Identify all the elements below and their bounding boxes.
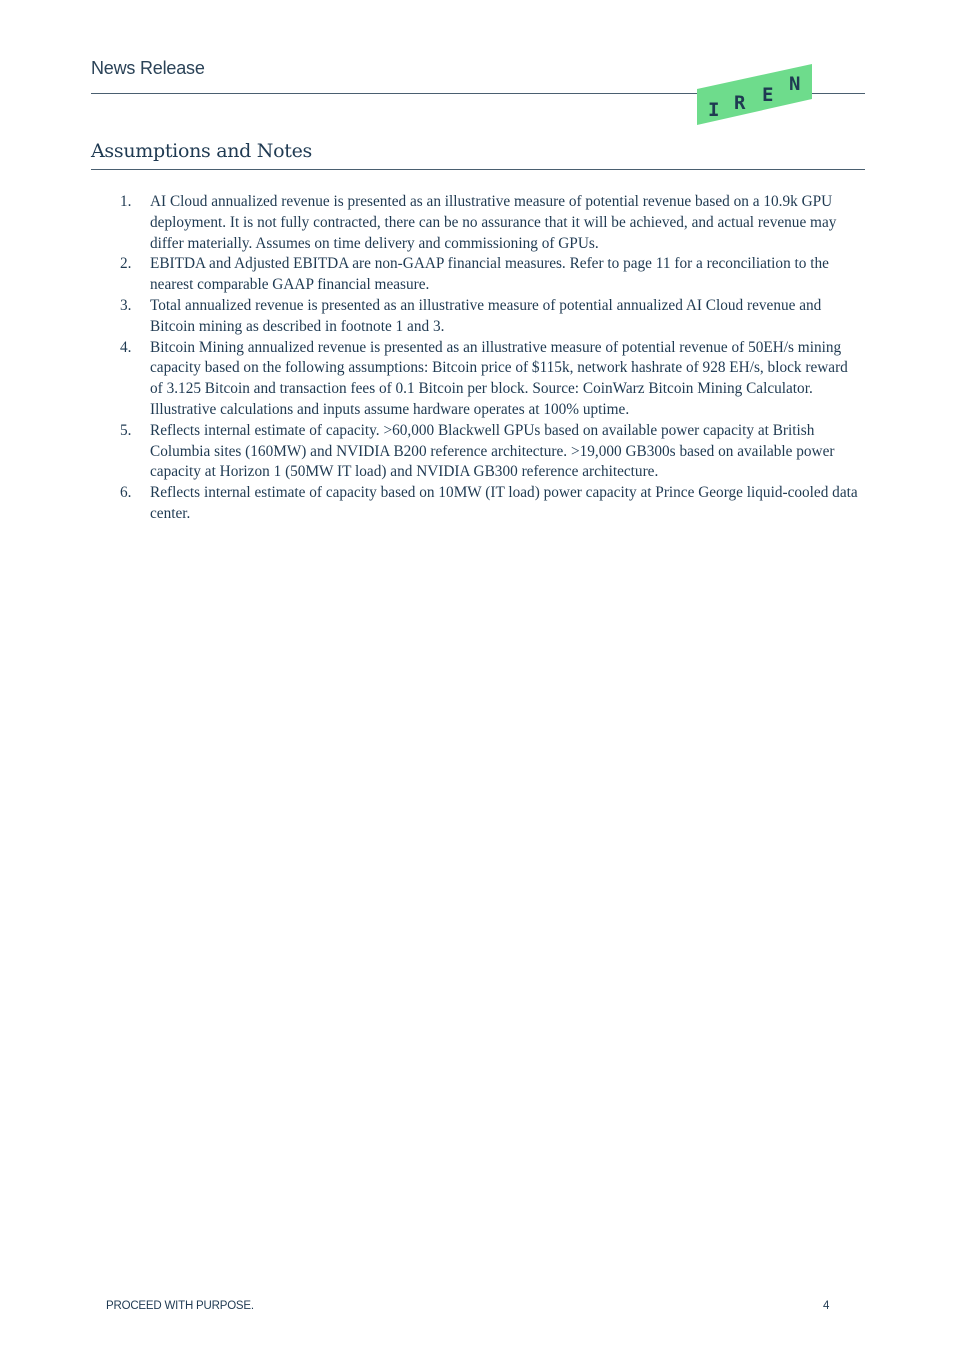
- page-number: 4: [823, 1300, 830, 1312]
- note-item: [116, 338, 861, 421]
- note-item: [116, 192, 861, 254]
- footer-tagline: PROCEED WITH PURPOSE.: [106, 1300, 254, 1312]
- note-number: 5.: [120, 421, 132, 439]
- note-text: Total annualized revenue is presented as an illustrative measure of potential annualized AI Cloud revenue and Bitcoin mining as described in footnote 1 and 3.: [150, 296, 822, 335]
- note-item: [116, 254, 861, 296]
- note-item: [116, 483, 861, 525]
- iren-logo: [696, 63, 814, 127]
- note-text: AI Cloud annualized revenue is presented as an illustrative measure of potential revenue based on a 10.9k GPU deployment. It is not fully contracted, there can be no assurance that it will be achieved, and actual revenue may differ materially. Assumes on time delivery and commissioning of GPUs.: [150, 193, 837, 252]
- note-text: Bitcoin Mining annualized revenue is presented as an illustrative measure of potential revenue of 50EH/s mining capacity based on the following assumptions: Bitcoin price of $115k, network hashrate of 928 EH/s, block reward of 3.125 Bitcoin and transaction fees of 0.1 Bitcoin per block. Source: CoinWarz Bitcoin Mining Calculator. Illustrative calculations and inputs assume hardware operates at 100% uptime.: [150, 338, 848, 418]
- notes-list: [116, 192, 861, 525]
- logo-letter-i: I: [708, 99, 720, 121]
- page-header-title: News Release: [91, 58, 205, 78]
- note-number: 4.: [120, 338, 132, 356]
- note-text: EBITDA and Adjusted EBITDA are non-GAAP financial measures. Refer to page 11 for a reconciliation to the nearest comparable GAAP financial measure.: [150, 255, 829, 294]
- logo-letter-n: N: [789, 73, 801, 95]
- logo-letter-e: E: [762, 84, 774, 106]
- section-divider: [91, 169, 865, 170]
- note-number: 2.: [120, 255, 132, 273]
- note-text: Reflects internal estimate of capacity based on 10MW (IT load) power capacity at Prince George liquid-cooled data center.: [150, 484, 858, 522]
- note-number: 6.: [120, 484, 132, 502]
- section-title: Assumptions and Notes: [91, 140, 312, 162]
- note-number: 3.: [120, 296, 132, 314]
- logo-letter-r: R: [734, 92, 746, 114]
- note-item: [116, 296, 861, 338]
- note-item: [116, 421, 861, 483]
- note-number: 1.: [120, 193, 132, 210]
- note-text: Reflects internal estimate of capacity. >60,000 Blackwell GPUs based on available power capacity at British Columbia sites (160MW) and NVIDIA B200 reference architecture. >19,000 GB300s based on available power capacity at Horizon 1 (50MW IT load) and NVIDIA GB300 reference architecture.: [150, 421, 835, 481]
